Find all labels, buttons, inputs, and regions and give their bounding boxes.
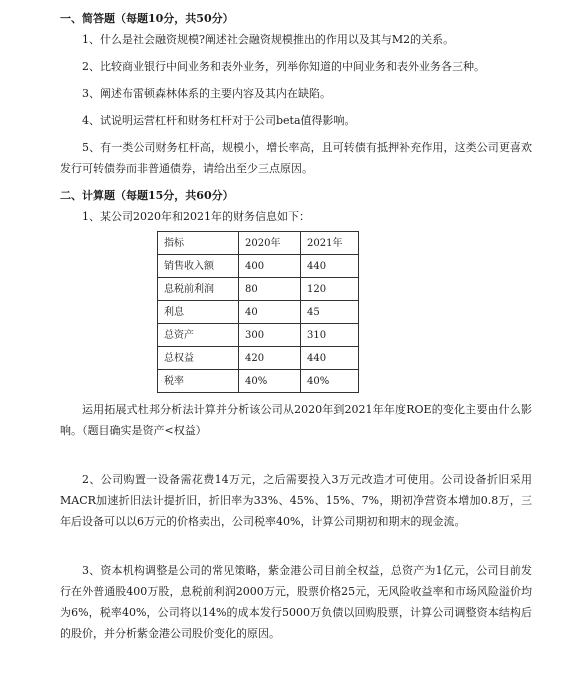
- question-2-2: 2、公司购置一设备需花费14万元，之后需要投入3万元改造才可使用。公司设备折旧采用MACR加速折旧法计提折旧，折旧率为33%、45%、15%、7%，期初净营资本增加0.8万，三年后设备可以以6万元的价格卖出，公司税率40%，计算公司期初和期末的现金流。: [60, 473, 532, 528]
- section-title-short-answer: 一、简答题（每题10分，共50分）: [60, 12, 234, 25]
- table-cell: 销售收入额: [158, 255, 239, 278]
- table-cell: 40%: [239, 370, 301, 393]
- table-cell: 120: [301, 278, 359, 301]
- table-cell: 利息: [158, 301, 239, 324]
- table-cell: 税率: [158, 370, 239, 393]
- table-header-row: [158, 232, 359, 255]
- question-1-2: 2、比较商业银行中间业务和表外业务，列举你知道的中间业务和表外业务各三种。: [82, 60, 485, 73]
- question-2-3: 3、资本机构调整是公司的常见策略，紫金港公司目前全权益，总资产为1亿元，公司目前发行在外普通股400万股，息税前利润2000万元，股票价格25元，无风险收益率和市场风险溢价均为6%，税率40%，公司将以14%的成本发行5000万负债以回购股票，计算公司调整资本结构后的股价，并分析紫金港公司股价变化的原因。: [60, 564, 532, 640]
- table-cell: 440: [301, 255, 359, 278]
- table-cell: 300: [239, 324, 301, 347]
- question-1-1: 1、什么是社会融资规模?阐述社会融资规模推出的作用以及其与M2的关系。: [82, 33, 455, 46]
- table-row: [158, 301, 359, 324]
- table-cell: 45: [301, 301, 359, 324]
- table-cell: 400: [239, 255, 301, 278]
- table-row: [158, 370, 359, 393]
- table-header-cell: 2021年: [301, 232, 359, 255]
- table-cell: 310: [301, 324, 359, 347]
- table-row: [158, 347, 359, 370]
- section-title-calculation: 二、计算题（每题15分，共60分）: [60, 189, 234, 202]
- table-header-cell: 2020年: [239, 232, 301, 255]
- question-2-1-task: 运用拓展式杜邦分析法计算并分析该公司从2020年到2021年年度ROE的变化主要由什么影响。（题目确实是资产<权益）: [60, 403, 532, 437]
- table-cell: 总资产: [158, 324, 239, 347]
- table-row: [158, 255, 359, 278]
- question-2-1-intro: 1、某公司2020年和2021年的财务信息如下：: [82, 210, 310, 223]
- question-1-4: 4、试说明运营杠杆和财务杠杆对于公司beta值得影响。: [82, 114, 356, 127]
- table-cell: 息税前利润: [158, 278, 239, 301]
- table-cell: 440: [301, 347, 359, 370]
- table-header-cell: 指标: [158, 232, 239, 255]
- financial-table: [157, 231, 359, 393]
- table-cell: 80: [239, 278, 301, 301]
- table-row: [158, 278, 359, 301]
- question-1-3: 3、阐述布雷顿森林体系的主要内容及其内在缺陷。: [82, 87, 331, 100]
- table-cell: 40: [239, 301, 301, 324]
- table-cell: 40%: [301, 370, 359, 393]
- table-cell: 420: [239, 347, 301, 370]
- table-cell: 总权益: [158, 347, 239, 370]
- table-row: [158, 324, 359, 347]
- question-1-5: 5、有一类公司财务杠杆高，规模小，增长率高，且可转债有抵押补充作用，这类公司更喜欢发行可转债券而非普通债券，请给出至少三点原因。: [60, 141, 532, 175]
